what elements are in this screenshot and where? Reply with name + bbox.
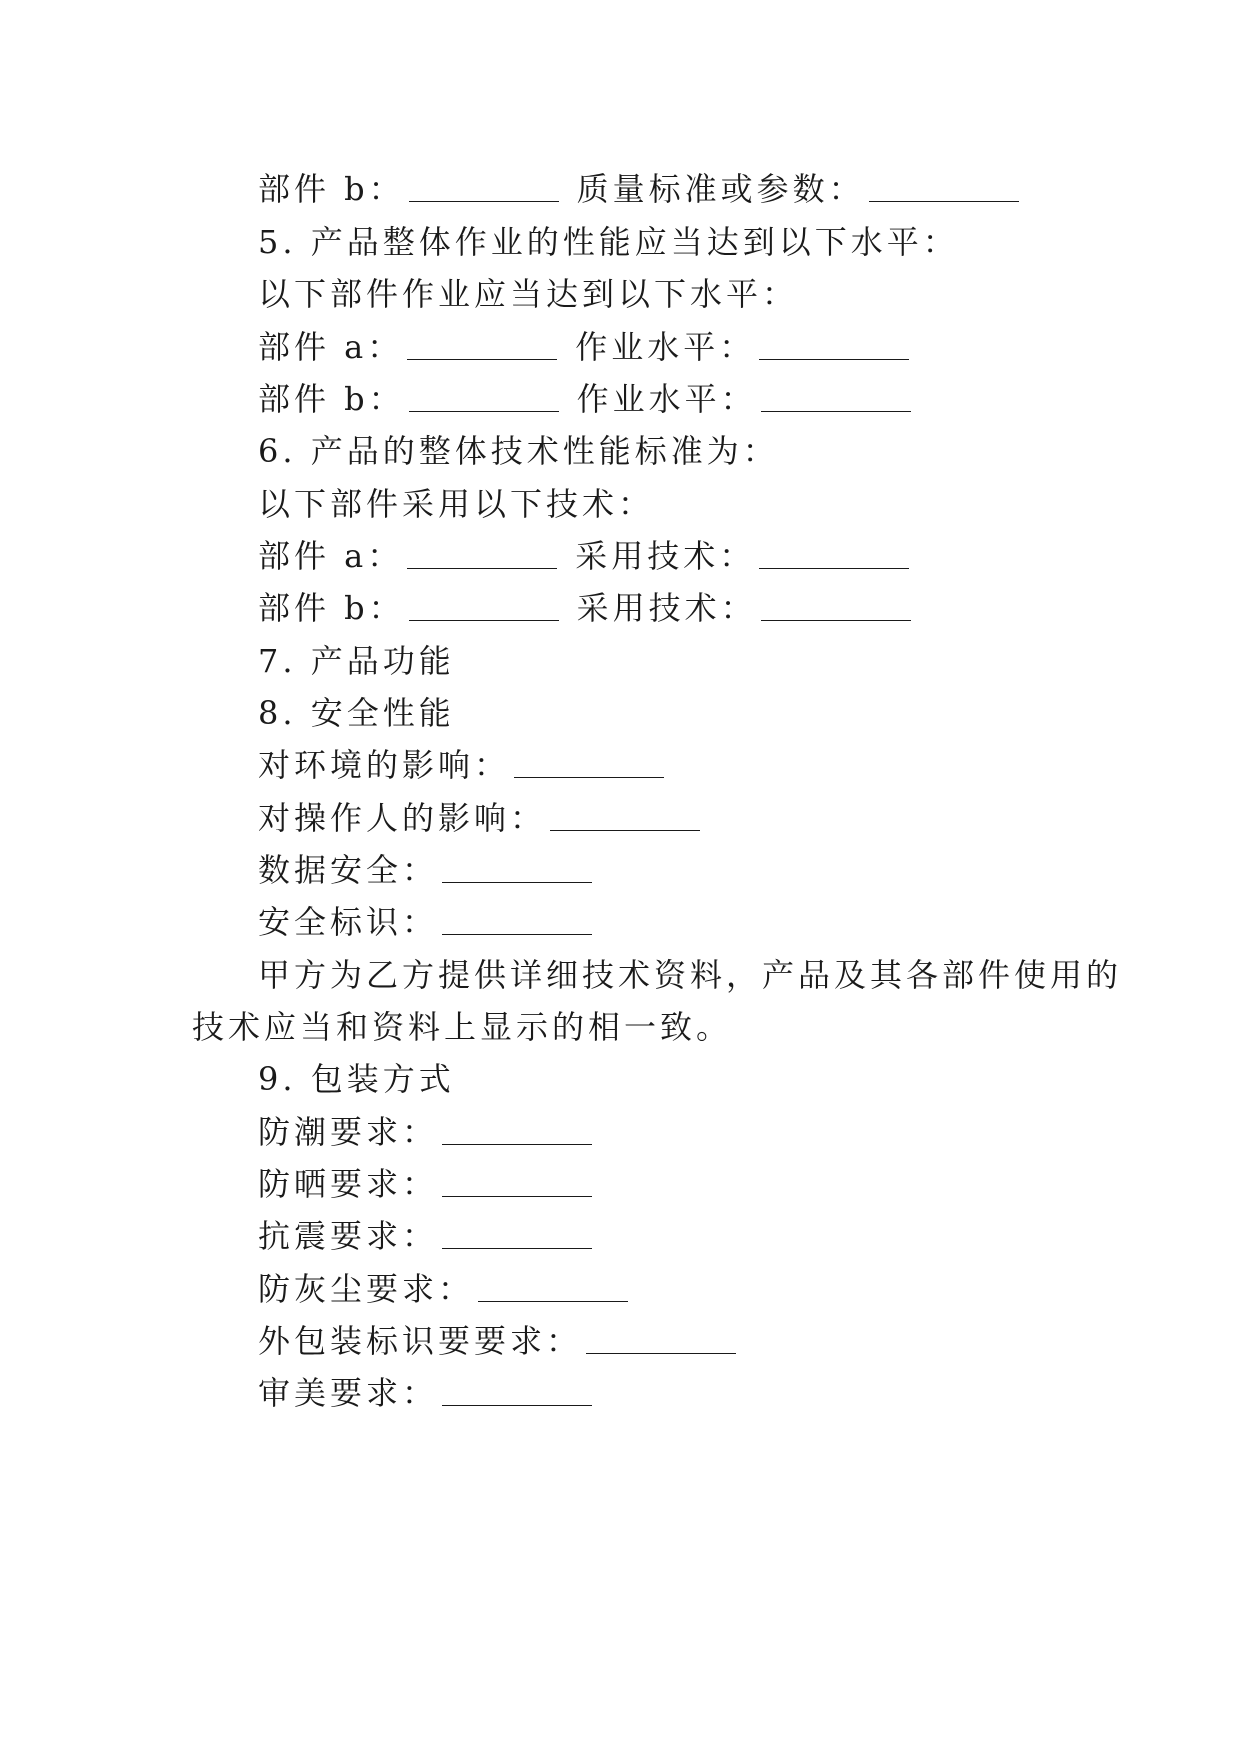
fill-in-blank[interactable]	[407, 538, 557, 569]
part-b-quality-line	[258, 163, 1019, 215]
fill-in-blank[interactable]	[761, 381, 911, 412]
part-label: 部件 a：	[258, 537, 404, 575]
paragraph-text-continued: 技术应当和资料上显示的相一致。	[192, 1008, 733, 1046]
fill-in-blank[interactable]	[514, 747, 664, 778]
part-a-technology-line	[258, 530, 909, 582]
field-label: 采用技术：	[576, 589, 757, 627]
part-label: 部件 b：	[258, 589, 405, 627]
safety-marking-line	[258, 896, 592, 948]
fill-in-blank[interactable]	[442, 852, 592, 883]
shock-requirement-line	[258, 1210, 592, 1262]
paragraph-text: 甲方为乙方提供详细技术资料，产品及其各部件使用的	[258, 956, 1123, 994]
aesthetic-requirement-line	[258, 1367, 592, 1419]
operator-impact-line	[258, 792, 700, 844]
fill-in-blank[interactable]	[478, 1271, 628, 1302]
fill-in-blank[interactable]	[869, 171, 1019, 202]
field-label: 安全标识：	[258, 903, 439, 941]
field-label: 防灰尘要求：	[258, 1270, 475, 1308]
field-label: 抗震要求：	[258, 1217, 439, 1255]
paragraph-text: 以下部件作业应当达到以下水平：	[258, 275, 799, 313]
section-9-heading: 9. 包装方式	[258, 1060, 455, 1098]
fill-in-blank[interactable]	[442, 1166, 592, 1197]
data-security-line	[258, 844, 592, 896]
field-label: 质量标准或参数：	[576, 170, 865, 208]
fill-in-blank[interactable]	[442, 1375, 592, 1406]
fill-in-blank[interactable]	[759, 538, 909, 569]
part-b-technology-line	[258, 582, 911, 634]
section-5-heading: 5. 产品整体作业的性能应当达到以下水平：	[258, 223, 959, 261]
field-label: 对环境的影响：	[258, 746, 511, 784]
paragraph-text: 以下部件采用以下技术：	[258, 485, 655, 523]
part-label: 部件 b：	[258, 170, 405, 208]
moisture-requirement-line	[258, 1106, 592, 1158]
field-label: 防潮要求：	[258, 1113, 439, 1151]
part-label: 部件 a：	[258, 328, 404, 366]
field-label: 对操作人的影响：	[258, 799, 547, 837]
section-6-heading: 6. 产品的整体技术性能标准为：	[258, 432, 779, 470]
fill-in-blank[interactable]	[759, 329, 909, 360]
section-8-heading: 8. 安全性能	[258, 694, 455, 732]
fill-in-blank[interactable]	[409, 381, 559, 412]
field-label: 采用技术：	[575, 537, 756, 575]
fill-in-blank[interactable]	[442, 1218, 592, 1249]
fill-in-blank[interactable]	[407, 329, 557, 360]
field-label: 防晒要求：	[258, 1165, 439, 1203]
outer-packaging-marking-line	[258, 1315, 736, 1367]
fill-in-blank[interactable]	[442, 904, 592, 935]
fill-in-blank[interactable]	[409, 171, 559, 202]
fill-in-blank[interactable]	[409, 590, 559, 621]
field-label: 外包装标识要要求：	[258, 1322, 583, 1360]
field-label: 数据安全：	[258, 851, 439, 889]
section-7-heading: 7. 产品功能	[258, 642, 455, 680]
part-label: 部件 b：	[258, 380, 405, 418]
field-label: 审美要求：	[258, 1374, 439, 1412]
part-a-work-level-line	[258, 321, 909, 373]
fill-in-blank[interactable]	[550, 800, 700, 831]
fill-in-blank[interactable]	[586, 1323, 736, 1354]
environment-impact-line	[258, 739, 664, 791]
field-label: 作业水平：	[576, 380, 757, 418]
part-b-work-level-line	[258, 373, 911, 425]
fill-in-blank[interactable]	[442, 1114, 592, 1145]
sun-requirement-line	[258, 1158, 592, 1210]
field-label: 作业水平：	[575, 328, 756, 366]
dust-requirement-line	[258, 1263, 628, 1315]
fill-in-blank[interactable]	[761, 590, 911, 621]
